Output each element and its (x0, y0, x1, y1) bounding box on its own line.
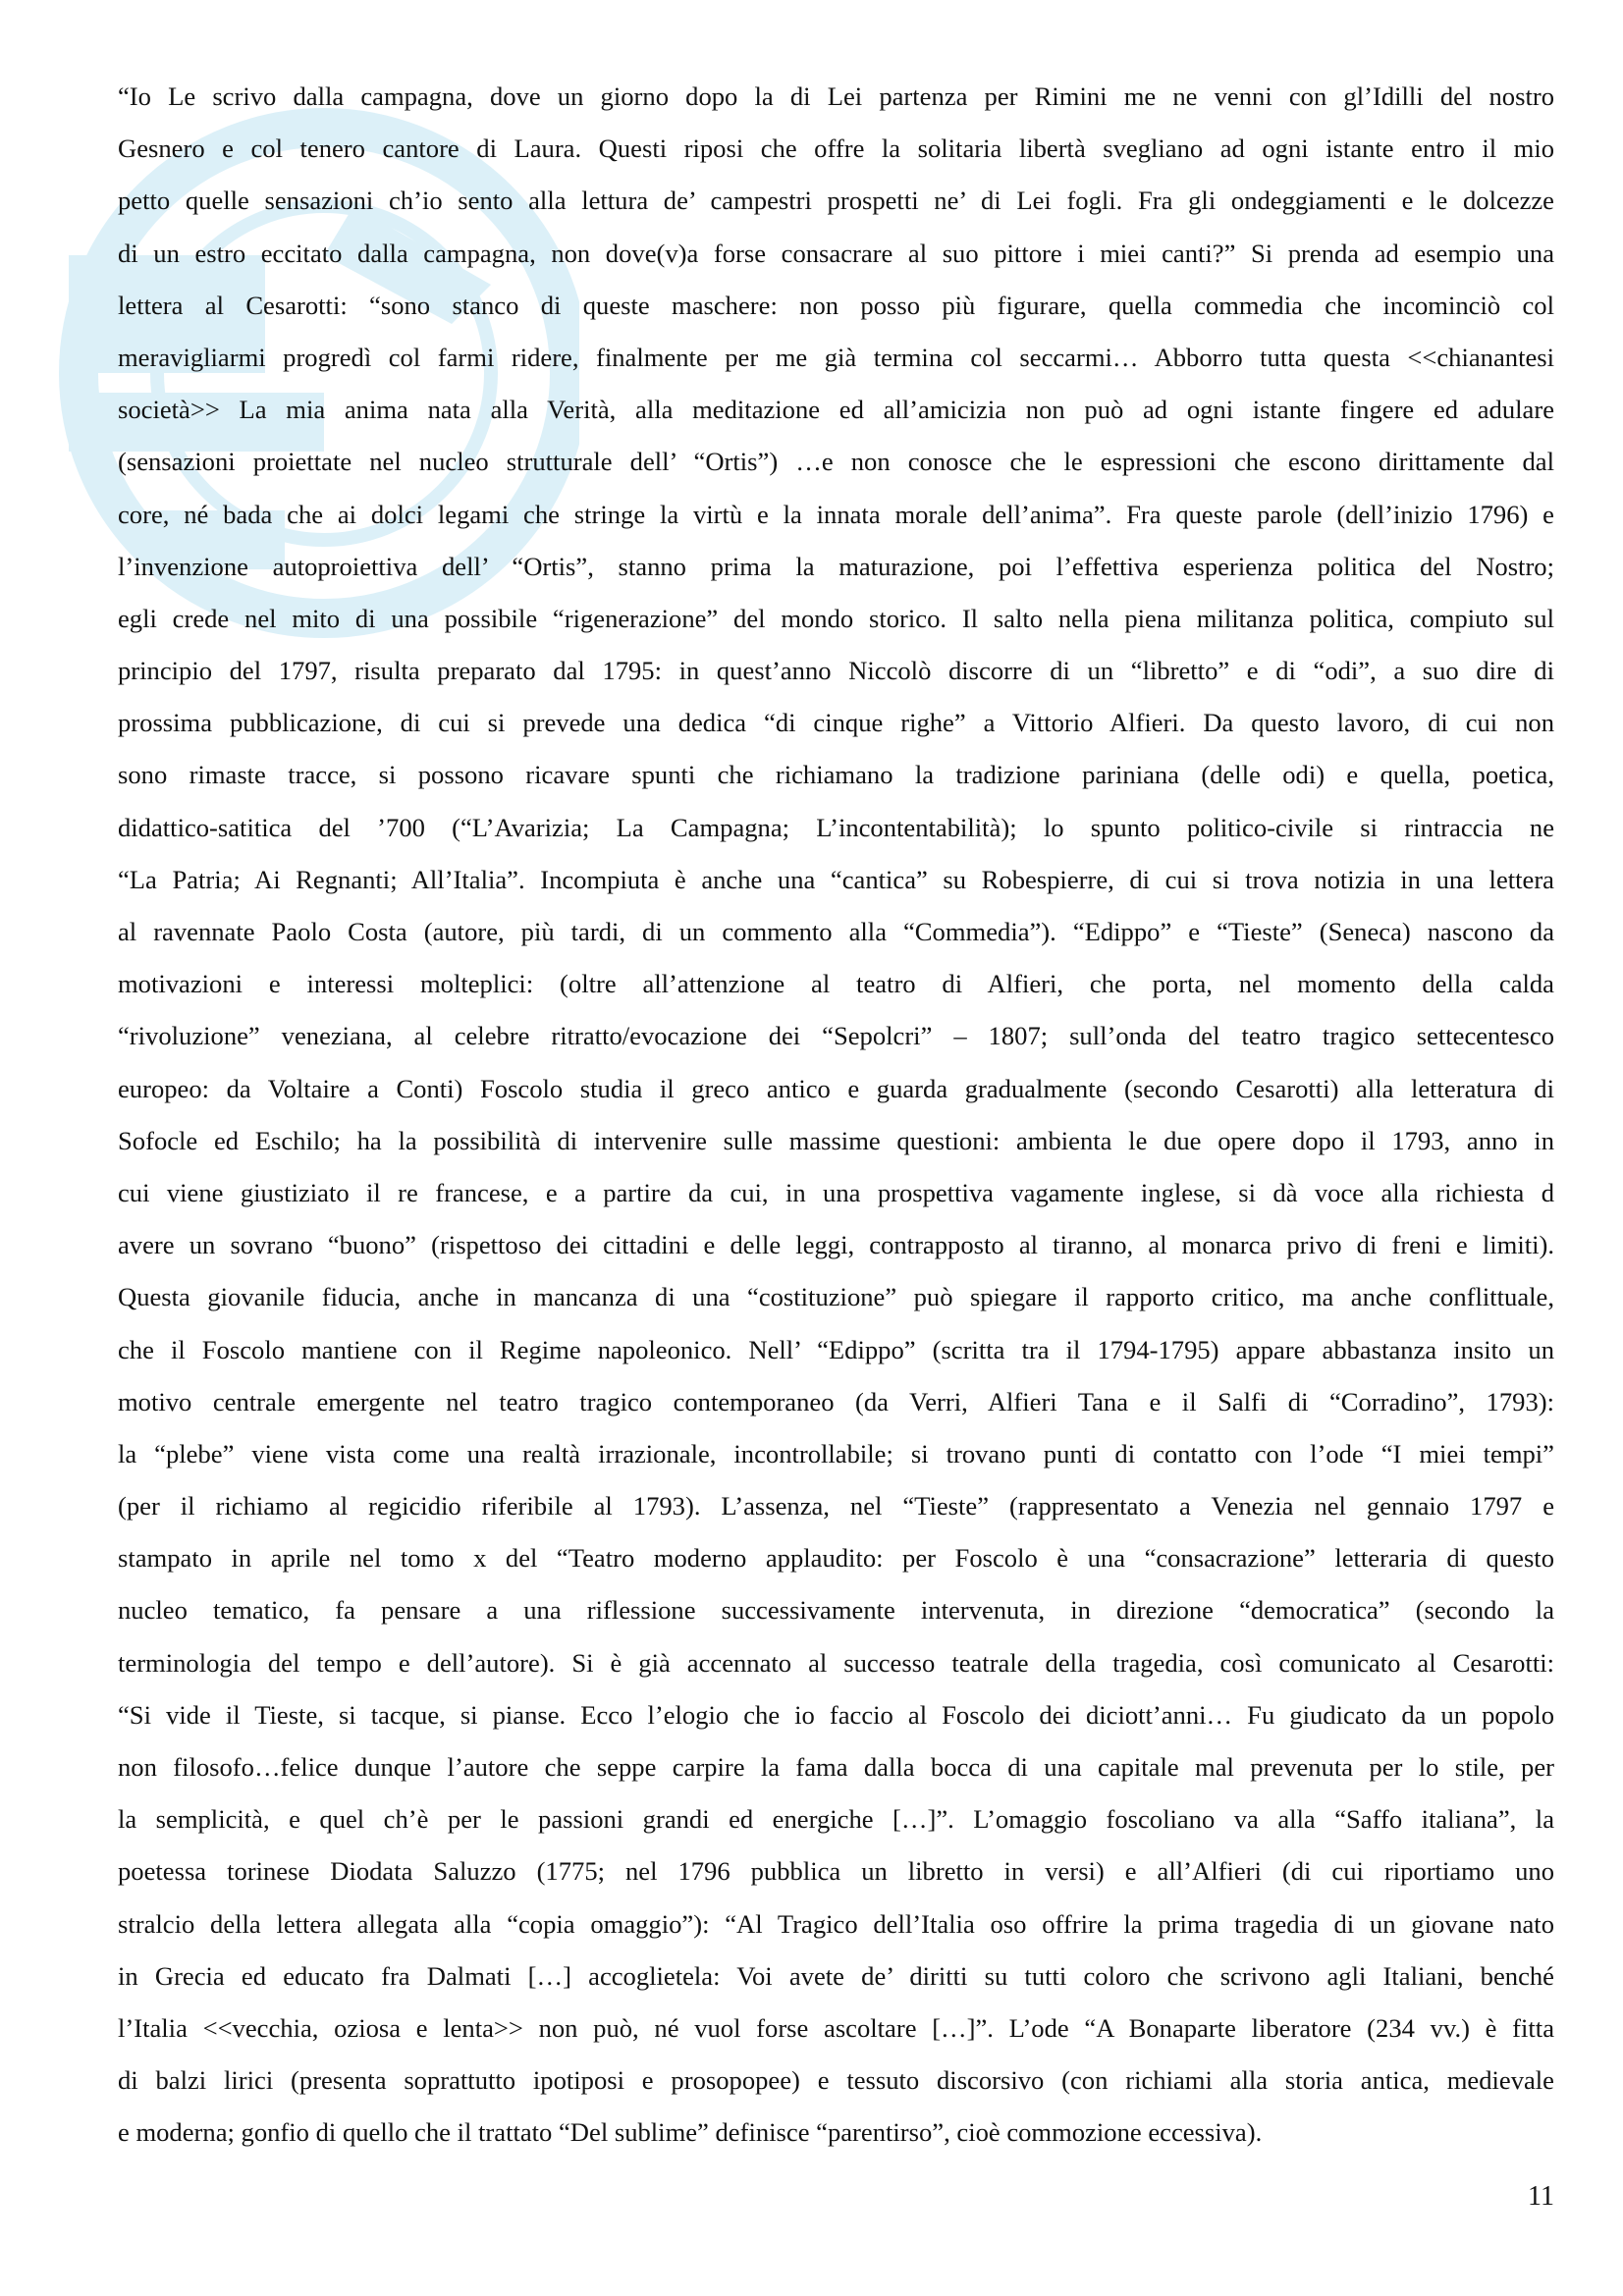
text-line: principio del 1797, risulta preparato dal 1795: in quest’anno Niccolò discorre di un “libretto” e di “odi”, a suo dire di (118, 656, 1554, 686)
text-line: Gesnero e col tenero cantore di Laura. Questi riposi che offre la solitaria libertà svegliano ad ogni istante entro il mio (118, 133, 1554, 164)
text-line: la “plebe” viene vista come una realtà irrazionale, incontrollabile; si trovano punti di contatto con l’ode “I miei tempi” (118, 1438, 1554, 1468)
text-line: prossima pubblicazione, di cui si prevede una dedica “di cinque righe” a Vittorio Alfieri. Da questo lavoro, di cui non (118, 708, 1554, 738)
text-line: egli crede nel mito di una possibile “rigenerazione” del mondo storico. Il salto nella piena militanza politica, compiuto sul (118, 603, 1554, 633)
text-line: motivazioni e interessi molteplici: (oltre all’attenzione al teatro di Alfieri, che porta, nel momento della calda (118, 969, 1554, 999)
text-line: poetessa torinese Diodata Saluzzo (1775; nel 1796 pubblica un libretto in versi) e all’Alfieri (di cui riportiamo uno (118, 1856, 1554, 1887)
text-line: avere un sovrano “buono” (rispettoso dei cittadini e delle leggi, contrapposto al tiranno, al monarca privo di freni e limiti). (118, 1230, 1554, 1260)
text-line: “La Patria; Ai Regnanti; All’Italia”. Incompiuta è anche una “cantica” su Robespierre, di cui si trova notizia in una lettera (118, 864, 1554, 894)
text-line: (per il richiamo al regicidio riferibile al 1793). L’assenza, nel “Tieste” (rappresentato a Venezia nel gennaio 1797 e (118, 1491, 1554, 1522)
text-line: meravigliarmi progredì col farmi ridere, finalmente per me già termina col seccarmi… Abborro tutta questa <<chianantesi (118, 342, 1554, 372)
text-line: “Si vide il Tieste, si tacque, si pianse. Ecco l’elogio che io faccio al Foscolo dei diciott’anni… Fu giudicato da un popolo (118, 1699, 1554, 1730)
text-line: l’invenzione autoproiettiva dell’ “Ortis”, stanno prima la maturazione, poi l’effettiva esperienza politica del Nostro; (118, 551, 1554, 581)
text-line: che il Foscolo mantiene con il Regime napoleonico. Nell’ “Edippo” (scritta tra il 1794-1795) appare abbastanza insito un (118, 1334, 1554, 1364)
text-line: motivo centrale emergente nel teatro tragico contemporaneo (da Verri, Alfieri Tana e il Salfi di “Corradino”, 1793): (118, 1386, 1554, 1416)
text-line: e moderna; gonfio di quello che il trattato “Del sublime” definisce “parentirso”, cioè commozione eccessiva). (118, 2117, 1263, 2148)
text-line: stralcio della lettera allegata alla “copia omaggio”): “Al Tragico dell’Italia oso offrire la prima tragedia di un giovane nato (118, 1908, 1554, 1939)
text-line: europeo: da Voltaire a Conti) Foscolo studia il greco antico e guarda gradualmente (secondo Cesarotti) alla letteratura di (118, 1073, 1554, 1103)
text-line: al ravennate Paolo Costa (autore, più tardi, di un commento alla “Commedia”). “Edippo” e “Tieste” (Seneca) nascono da (118, 917, 1554, 946)
text-line: l’Italia <<vecchia, oziosa e lenta>> non può, né vuol forse ascoltare […]”. L’ode “A Bonaparte liberatore (234 vv.) è fitta (118, 2012, 1554, 2043)
text-line: Sofocle ed Eschilo; ha la possibilità di intervenire sulle massime questioni: ambienta le due opere dopo il 1793, anno in (118, 1125, 1554, 1155)
text-line: sono rimaste tracce, si possono ricavare spunti che richiamano la tradizione pariniana (delle odi) e quella, poetica, (118, 760, 1554, 790)
body-text (118, 71, 1554, 2160)
text-line: didattico-satitica del ’700 (“L’Avarizia; La Campagna; L’incontentabilità); lo spunto politico-civile si rintraccia ne (118, 812, 1554, 842)
text-line: Questa giovanile fiducia, anche in mancanza di una “costituzione” può spiegare il rapporto critico, ma anche conflittuale, (118, 1282, 1554, 1312)
text-line: petto quelle sensazioni ch’io sento alla lettura de’ campestri prospetti ne’ di Lei fogli. Fra gli ondeggiamenti e le dolcezze (118, 186, 1554, 216)
text-line: “rivoluzione” veneziana, al celebre ritratto/evocazione dei “Sepolcri” – 1807; sull’onda del teatro tragico settecentesco (118, 1021, 1554, 1051)
text-line: società>> La mia anima nata alla Verità, alla meditazione ed all’amicizia non può ad ogni istante fingere ed adulare (118, 395, 1554, 425)
text-line: in Grecia ed educato fra Dalmati […] accoglietela: Voi avete de’ diritti su tutti coloro che scrivono agli Italiani, benché (118, 1960, 1554, 1991)
text-line: cui viene giustiziato il re francese, e a partire da cui, in una prospettiva vagamente inglese, si dà voce alla richiesta d (118, 1177, 1554, 1207)
text-line: non filosofo…felice dunque l’autore che seppe carpire la fama dalla bocca di una capitale mal prevenuta per lo stile, per (118, 1752, 1554, 1782)
text-line: terminologia del tempo e dell’autore). Si è già accennato al successo teatrale della tragedia, così comunicato al Cesarotti: (118, 1647, 1554, 1678)
text-line: la semplicità, e quel ch’è per le passioni grandi ed energiche […]”. L’omaggio foscoliano va alla “Saffo italiana”, la (118, 1804, 1554, 1835)
text-line: di balzi lirici (presenta soprattutto ipotiposi e prosopopee) e tessuto discorsivo (con richiami alla storia antica, medievale (118, 2065, 1554, 2096)
text-line: stampato in aprile nel tomo x del “Teatro moderno applaudito: per Foscolo è una “consacrazione” letteraria di questo (118, 1543, 1554, 1574)
text-line: (sensazioni proiettate nel nucleo strutturale dell’ “Ortis”) …e non conosce che le espressioni che escono dirittamente dal (118, 447, 1554, 477)
page-number: 11 (1528, 2181, 1554, 2212)
text-line: lettera al Cesarotti: “sono stanco di queste maschere: non posso più figurare, quella commedia che incominciò col (118, 290, 1554, 320)
text-line: “Io Le scrivo dalla campagna, dove un giorno dopo la di Lei partenza per Rimini me ne venni con gl’Idilli del nostro (118, 81, 1554, 111)
text-line: nucleo tematico, fa pensare a una riflessione successivamente intervenuta, in direzione “democratica” (secondo la (118, 1595, 1554, 1626)
text-line: core, né bada che ai dolci legami che stringe la virtù e la innata morale dell’anima”. Fra queste parole (dell’inizio 1796) e (118, 499, 1554, 529)
text-line: di un estro eccitato dalla campagna, non dove(v)a forse consacrare al suo pittore i miei canti?” Si prenda ad esempio una (118, 238, 1554, 268)
